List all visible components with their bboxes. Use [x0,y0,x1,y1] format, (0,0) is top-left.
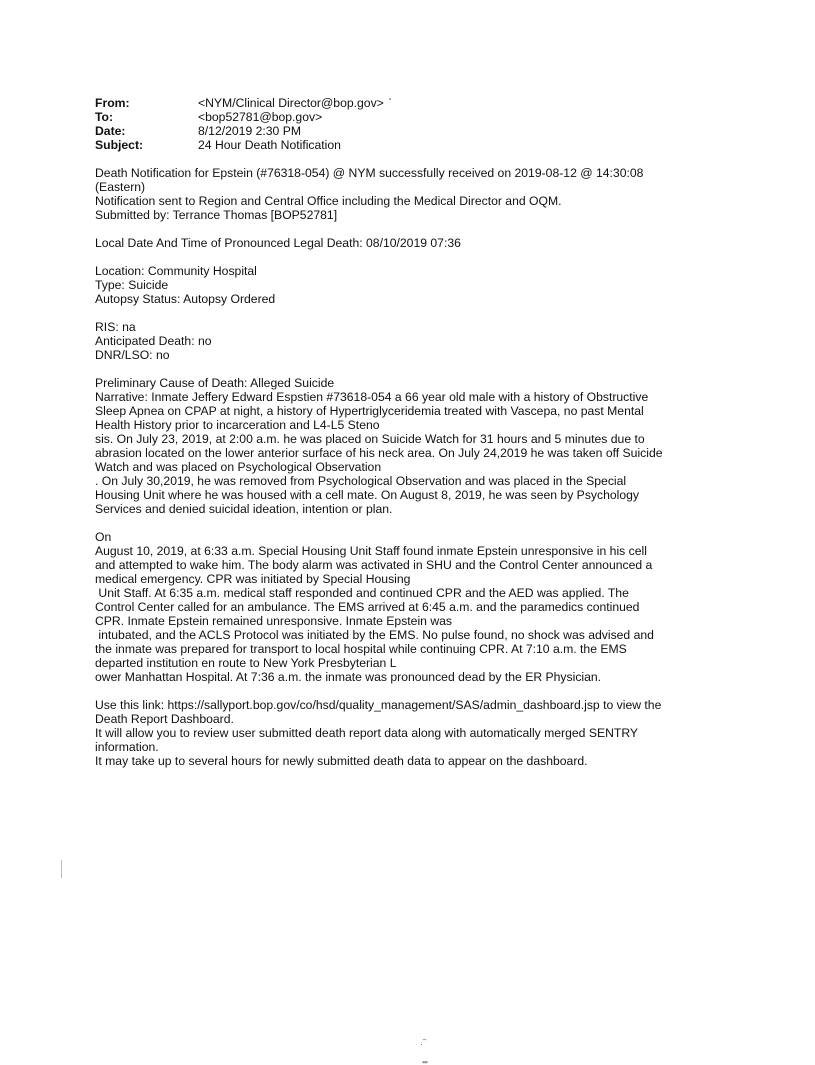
scan-speck [389,98,391,100]
body-line: Control Center called for an ambulance. The EMS arrived at 6:45 a.m. and the paramedics continued [95,600,640,614]
body-line: . On July 30,2019, he was removed from Psychological Observation and was placed in the Special [95,474,627,488]
body-line: Death Notification for Epstein (#76318-054) @ NYM successfully received on 2019-08-12 @ 14:30:08 [95,166,644,180]
body-line: Sleep Apnea on CPAP at night, a history of Hypertriglyceridemia treated with Vascepa, no past Mental [95,404,644,418]
body-line: DNR/LSO: no [95,348,170,362]
status-fields [95,320,785,362]
subject-value: 24 Hour Death Notification [198,138,341,152]
email-header [95,96,785,152]
body-line: Local Date And Time of Pronounced Legal Death: 08/10/2019 07:36 [95,236,461,250]
body-line: Type: Suicide [95,278,169,292]
narrative-section [95,376,785,516]
body-line: CPR. Inmate Epstein remained unresponsive. Inmate Epstein was [95,614,453,628]
body-line: Death Report Dashboard. [95,712,234,726]
notification-summary [95,166,785,222]
scan-margin-mark [61,860,62,878]
body-line: Autopsy Status: Autopsy Ordered [95,292,276,306]
body-line: and attempted to wake him. The body alarm was activated in SHU and the Control Center announced a [95,558,653,572]
scan-footer-specks: ·‾ ‗ [420,1039,428,1063]
body-line: It will allow you to review user submitted death report data along with automatically merged SENTRY [95,726,639,740]
body-line: Housing Unit where he was housed with a cell mate. On August 8, 2019, he was seen by Psychology [95,488,640,502]
body-line: the inmate was prepared for transport to local hospital while continuing CPR. At 7:10 a.m. the EMS [95,642,627,656]
from-label: From: [95,96,130,110]
incident-section [95,530,785,684]
body-line: On [95,530,112,544]
body-line: intubated, and the ACLS Protocol was initiated by the EMS. No pulse found, no shock was advised and [95,628,654,642]
body-line: Health History prior to incarceration and L4-L5 Steno [95,418,380,432]
pronounced-death-time [95,236,785,250]
body-line: It may take up to several hours for newly submitted death data to appear on the dashboard. [95,754,588,768]
body-line: Submitted by: Terrance Thomas [BOP52781] [95,208,338,222]
body-line: Location: Community Hospital [95,264,257,278]
body-line: abrasion located on the lower anterior surface of his neck area. On July 24,2019 he was taken off Suicide [95,446,663,460]
body-line: Unit Staff. At 6:35 a.m. medical staff responded and continued CPR and the AED was applied. The [95,586,629,600]
body-line: August 10, 2019, at 6:33 a.m. Special Housing Unit Staff found inmate Epstein unresponsive in his cell [95,544,647,558]
body-line: Narrative: Inmate Jeffery Edward Espstien #73618-054 a 66 year old male with a history of Obstructive [95,390,649,404]
body-line: (Eastern) [95,180,146,194]
body-line: information. [95,740,159,754]
to-label: To: [95,110,114,124]
email-document [95,96,785,768]
to-value: <bop52781@bop.gov> [198,110,323,124]
date-label: Date: [95,124,126,138]
body-line: Services and denied suicidal ideation, intention or plan. [95,502,393,516]
body-line: departed institution en route to New York Presbyterian L [95,656,397,670]
dashboard-section [95,698,785,768]
body-line: Notification sent to Region and Central Office including the Medical Director and OQM. [95,194,562,208]
body-line: RIS: na [95,320,136,334]
body-line: Preliminary Cause of Death: Alleged Suicide [95,376,335,390]
body-line: ower Manhattan Hospital. At 7:36 a.m. the inmate was pronounced dead by the ER Physician. [95,670,602,684]
body-line: Watch and was placed on Psychological Observation [95,460,382,474]
body-line: medical emergency. CPR was initiated by Special Housing [95,572,411,586]
date-value: 8/12/2019 2:30 PM [198,124,301,138]
location-type-autopsy [95,264,785,306]
dashboard-link-line: Use this link: https://sallyport.bop.gov/co/hsd/quality_management/SAS/admin_dashboard.jsp to view the [95,698,662,712]
body-line: sis. On July 23, 2019, at 2:00 a.m. he was placed on Suicide Watch for 31 hours and 5 minutes due to [95,432,645,446]
body-line: Anticipated Death: no [95,334,212,348]
subject-label: Subject: [95,138,144,152]
from-value: <NYM/Clinical Director@bop.gov> [198,96,384,110]
